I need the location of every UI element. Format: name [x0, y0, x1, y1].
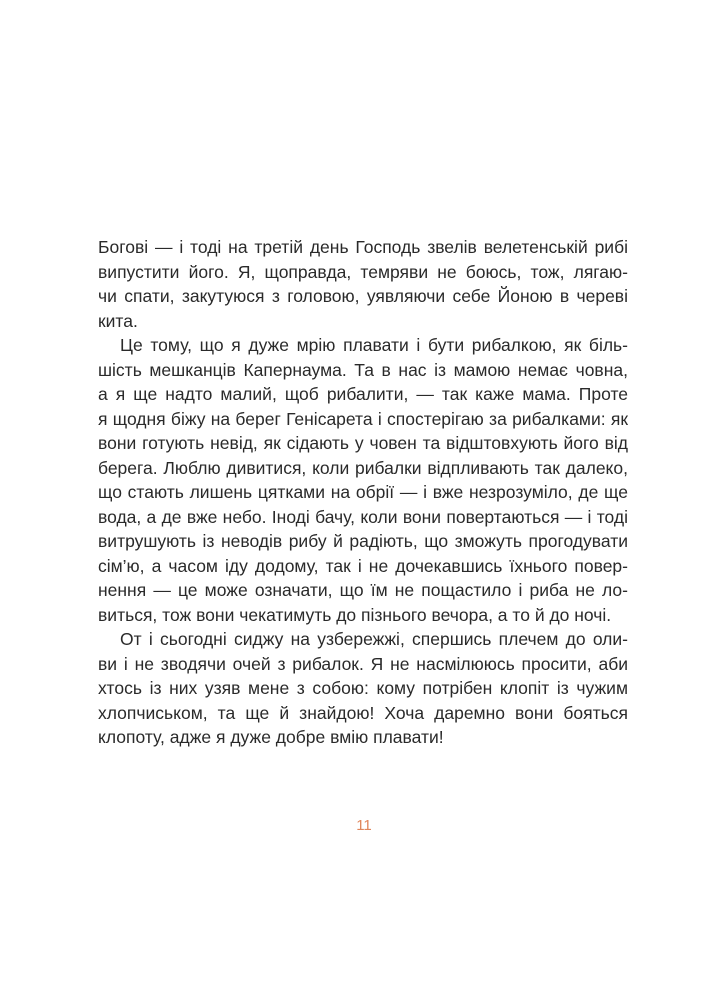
text-line: ви і не зводячи очей з рибалок. Я не насмілююсь просити, аби — [98, 653, 628, 674]
paragraph-3 — [98, 627, 628, 750]
text-line: клопоту, адже я дуже добре вмію плавати! — [98, 727, 444, 747]
paragraph-2 — [98, 333, 628, 627]
page-number: 11 — [356, 817, 372, 834]
text-line: шість мешканців Капернаума. Та в нас із мамою немає човна, — [98, 359, 628, 380]
text-line: берега. Люблю дивитися, коли рибалки відпливають так далеко, — [98, 457, 628, 478]
text-line: хлопчиськом, та ще й знайдою! Хоча даремно вони бояться — [98, 702, 628, 723]
text-line: я щодня біжу на берег Генісарета і спостерігаю за рибалками: як — [98, 408, 628, 429]
text-line: нення — це може означати, що їм не пощастило і риба не ло- — [98, 580, 628, 600]
text-line: витрушують із неводів рибу й радіють, що зможуть прогодувати — [98, 531, 628, 551]
text-line: Богові — і тоді на третій день Господь звелів велетенській рибі — [98, 237, 628, 257]
text-line: чи спати, закутуюся з головою, уявляючи себе Йоною в череві — [98, 286, 628, 306]
text-line: сім’ю, а часом іду додому, так і не дочекавшись їхнього повер- — [98, 555, 628, 576]
text-line: випустити його. Я, щоправда, темряви не боюсь, тож, лягаю- — [98, 261, 628, 282]
text-line: Це тому, що я дуже мрію плавати і бути рибалкою, як біль- — [120, 335, 628, 355]
text-line: а я ще надто малий, щоб рибалити, — так каже мама. Проте — [98, 384, 628, 404]
text-line: кита. — [98, 310, 138, 331]
text-line: виться, тож вони чекатимуть до пізнього вечора, а то й до ночі. — [98, 604, 612, 625]
text-line: вода, а де вже небо. Іноді бачу, коли вони повертаються — і тоді — [98, 506, 628, 527]
paragraph-1 — [98, 235, 628, 333]
body-text — [98, 235, 628, 750]
text-line: що стають лишень цятками на обрії — і вже незрозуміло, де ще — [98, 482, 628, 502]
text-line: От і сьогодні сиджу на узбережжі, спершись плечем до оли- — [120, 629, 628, 649]
text-line: хтось із них узяв мене з собою: кому потрібен клопіт із чужим — [98, 678, 628, 698]
text-line: вони готують невід, як сідають у човен та відштовхують його від — [98, 433, 628, 453]
